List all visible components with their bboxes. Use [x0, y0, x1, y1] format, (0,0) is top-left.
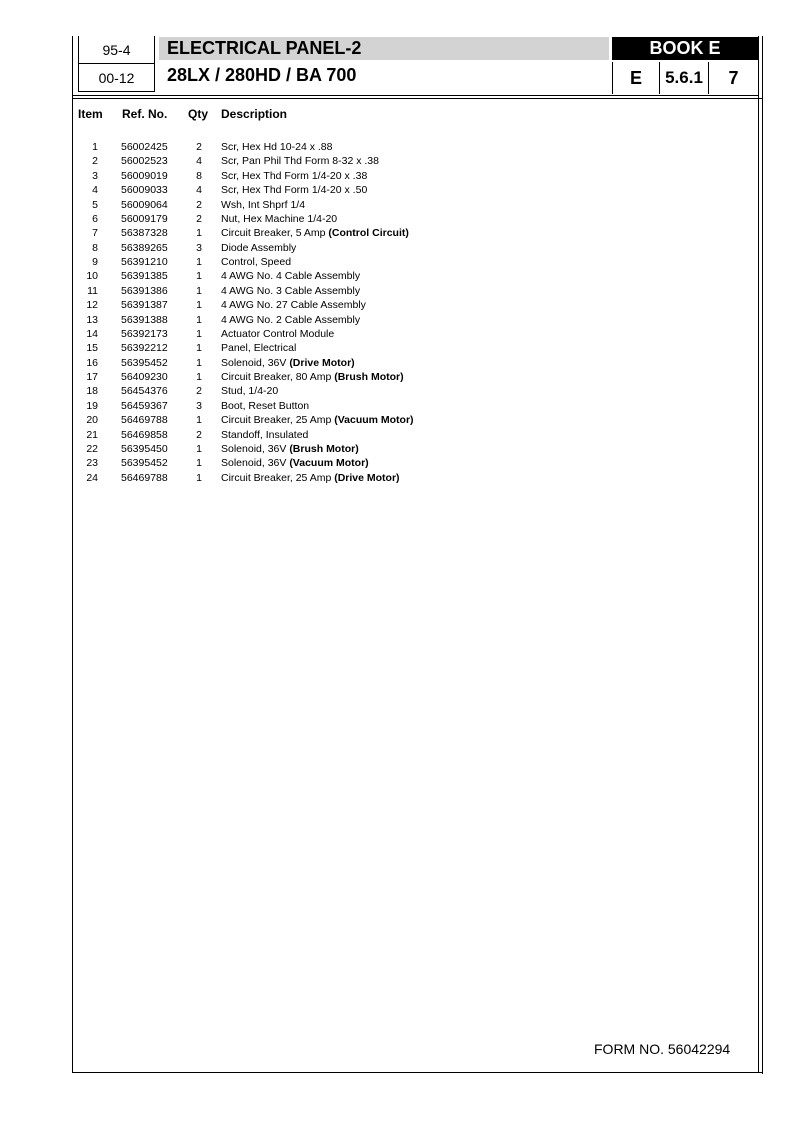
part-item-number: 19 [86, 399, 98, 412]
part-quantity: 3 [196, 399, 202, 412]
part-ref-number: 56009179 [121, 212, 168, 225]
part-quantity: 4 [196, 155, 202, 168]
part-item-number: 9 [92, 256, 98, 268]
part-description-text: Circuit Breaker, 80 Amp [221, 371, 335, 383]
section-number: 5.6.1 [660, 62, 709, 94]
part-item-number: 14 [86, 327, 98, 340]
part-quantity: 1 [196, 227, 202, 240]
part-item-number: 7 [92, 227, 98, 240]
part-item-number: 24 [86, 471, 98, 484]
part-ref-number: 56391386 [121, 284, 168, 297]
part-ref-number: 56002523 [121, 155, 168, 168]
part-description-text: Panel, Electrical [221, 342, 297, 355]
part-description [221, 399, 309, 413]
part-description [221, 327, 334, 341]
part-ref-number: 56389265 [121, 241, 168, 254]
part-quantity: 1 [196, 414, 202, 427]
part-ref-number: 56395452 [121, 457, 168, 470]
parts-table [0, 140, 793, 485]
part-description [221, 269, 360, 283]
part-quantity: 1 [196, 256, 202, 268]
part-description-text: Circuit Breaker, 25 Amp [221, 471, 335, 484]
part-item-number: 6 [92, 212, 98, 225]
part-quantity: 1 [196, 342, 202, 355]
part-item-number: 11 [87, 284, 98, 297]
table-row [0, 183, 793, 197]
part-description [221, 241, 296, 255]
part-description-text: Solenoid, 36V [221, 356, 290, 369]
part-quantity: 2 [196, 428, 202, 441]
part-description [221, 198, 305, 212]
part-quantity: 1 [196, 371, 202, 383]
part-application-note: (Vacuum Motor) [334, 414, 414, 427]
part-ref-number: 56009019 [121, 169, 168, 182]
part-ref-number: 56469858 [121, 428, 168, 441]
part-description [221, 456, 369, 470]
part-description-text: Wsh, Int Shprf 1/4 [221, 198, 306, 211]
part-description-text: 4 AWG No. 3 Cable Assembly [221, 284, 361, 297]
table-row [0, 169, 793, 183]
table-row [0, 269, 793, 283]
part-ref-number: 56387328 [121, 227, 168, 240]
form-number: FORM NO. 56042294 [594, 1041, 731, 1057]
part-item-number: 20 [86, 414, 98, 427]
part-description [221, 284, 360, 298]
part-quantity: 1 [196, 457, 202, 470]
part-description-text: Stud, 1/4-20 [221, 385, 279, 398]
part-quantity: 1 [196, 356, 202, 369]
part-application-note: (Drive Motor) [289, 356, 355, 369]
part-quantity: 1 [196, 471, 202, 484]
table-row [0, 226, 793, 240]
part-item-number: 23 [86, 457, 98, 470]
part-description-text: Scr, Hex Thd Form 1/4-20 x .38 [221, 169, 368, 182]
part-quantity: 1 [196, 313, 202, 326]
table-row [0, 413, 793, 427]
part-item-number: 12 [86, 299, 98, 312]
table-row [0, 212, 793, 226]
part-description [221, 140, 332, 154]
part-ref-number: 56009064 [121, 198, 168, 211]
part-item-number: 17 [86, 371, 98, 383]
col-ref-header: Ref. No. [122, 107, 168, 121]
part-item-number: 3 [92, 169, 98, 182]
part-description-text: Solenoid, 36V [221, 442, 290, 455]
table-row [0, 341, 793, 355]
part-item-number: 21 [86, 428, 98, 441]
table-row [0, 384, 793, 398]
table-row [0, 255, 793, 269]
part-description-text: Scr, Hex Thd Form 1/4-20 x .50 [221, 184, 368, 197]
part-description-text: Scr, Pan Phil Thd Form 8-32 x .38 [221, 155, 379, 168]
part-quantity: 1 [196, 442, 202, 455]
table-row [0, 154, 793, 168]
part-quantity: 4 [196, 184, 202, 197]
part-application-note: (Control Circuit) [328, 227, 409, 240]
part-description-text: Actuator Control Module [221, 327, 335, 340]
part-ref-number: 56391385 [121, 270, 168, 283]
part-ref-number: 56469788 [121, 471, 168, 484]
part-description [221, 428, 308, 442]
part-application-note: (Brush Motor) [334, 371, 404, 383]
part-ref-number: 56002425 [121, 141, 168, 153]
table-row [0, 356, 793, 370]
part-description [221, 255, 291, 269]
table-row [0, 471, 793, 485]
part-description [221, 313, 360, 327]
part-item-number: 15 [86, 342, 98, 355]
part-description [221, 413, 414, 427]
table-row [0, 442, 793, 456]
part-description-text: Boot, Reset Button [221, 399, 310, 412]
part-ref-number: 56391387 [121, 299, 168, 312]
part-quantity: 2 [196, 141, 202, 153]
part-description-text: Nut, Hex Machine 1/4-20 [221, 212, 338, 225]
part-description [221, 442, 359, 456]
part-description [221, 298, 366, 312]
part-description [221, 169, 367, 183]
part-description-text: 4 AWG No. 27 Cable Assembly [221, 299, 366, 312]
book-label: BOOK E [612, 37, 758, 60]
part-description-text: Circuit Breaker, 5 Amp [221, 227, 329, 240]
part-ref-number: 56395450 [121, 442, 168, 455]
table-row [0, 140, 793, 154]
model-subtitle: 28LX / 280HD / BA 700 [167, 64, 357, 85]
revision-bottom: 00-12 [78, 63, 155, 92]
part-quantity: 1 [196, 299, 202, 312]
part-ref-number: 56469788 [121, 414, 168, 427]
table-row [0, 313, 793, 327]
part-description [221, 226, 409, 240]
table-row [0, 284, 793, 298]
page-number: 7 [728, 67, 739, 88]
part-item-number: 2 [92, 155, 98, 168]
part-ref-number: 56391388 [121, 313, 168, 326]
part-description-text: Control, Speed [221, 256, 292, 268]
part-item-number: 4 [92, 184, 98, 197]
part-description-text: Diode Assembly [221, 241, 297, 254]
revision-top: 95-4 [78, 36, 155, 63]
part-description-text: 4 AWG No. 4 Cable Assembly [221, 270, 361, 283]
part-quantity: 2 [196, 385, 202, 398]
part-ref-number: 56392173 [121, 327, 168, 340]
part-quantity: 3 [196, 241, 202, 254]
part-description-text: Standoff, Insulated [221, 428, 309, 441]
header-divider-shadow [72, 98, 762, 99]
part-quantity: 1 [196, 284, 202, 297]
part-ref-number: 56391210 [121, 256, 168, 268]
table-row [0, 370, 793, 384]
part-description [221, 154, 379, 168]
part-quantity: 2 [196, 198, 202, 211]
table-row [0, 327, 793, 341]
part-description [221, 212, 337, 226]
part-application-note: (Brush Motor) [289, 442, 359, 455]
part-description [221, 471, 400, 485]
part-quantity: 1 [196, 270, 202, 283]
parts-table-header [0, 107, 793, 123]
part-item-number: 10 [86, 270, 98, 283]
part-description [221, 341, 296, 355]
table-row [0, 456, 793, 470]
table-row [0, 198, 793, 212]
part-ref-number: 56392212 [121, 342, 168, 355]
part-ref-number: 56395452 [121, 356, 168, 369]
col-qty-header: Qty [188, 107, 209, 121]
col-desc-header: Description [221, 107, 288, 121]
col-item-header: Item [78, 107, 103, 121]
part-description [221, 356, 355, 370]
part-ref-number: 56009033 [121, 184, 168, 197]
header-divider [72, 95, 758, 96]
part-description-text: Circuit Breaker, 25 Amp [221, 414, 335, 427]
part-application-note: (Vacuum Motor) [289, 457, 369, 470]
section-letter: E [612, 62, 660, 94]
part-description [221, 370, 404, 384]
part-description-text: Scr, Hex Hd 10-24 x .88 [221, 141, 333, 153]
table-row [0, 428, 793, 442]
part-quantity: 1 [196, 327, 202, 340]
part-item-number: 5 [92, 198, 98, 211]
part-item-number: 13 [86, 313, 98, 326]
part-item-number: 16 [86, 356, 98, 369]
part-quantity: 2 [196, 212, 202, 225]
table-row [0, 298, 793, 312]
part-description-text: 4 AWG No. 2 Cable Assembly [221, 313, 361, 326]
part-application-note: (Drive Motor) [334, 471, 400, 484]
part-description [221, 384, 278, 398]
page-frame-bottom [72, 1072, 762, 1073]
part-ref-number: 56409230 [121, 371, 168, 383]
part-item-number: 18 [86, 385, 98, 398]
part-quantity: 8 [196, 169, 202, 182]
page-title: ELECTRICAL PANEL-2 [159, 37, 609, 60]
part-ref-number: 56459367 [121, 399, 168, 412]
part-item-number: 22 [86, 442, 98, 455]
part-item-number: 8 [92, 241, 98, 254]
part-description [221, 183, 367, 197]
table-row [0, 241, 793, 255]
part-description-text: Solenoid, 36V [221, 457, 290, 470]
part-ref-number: 56454376 [121, 385, 168, 398]
part-item-number: 1 [92, 141, 98, 153]
table-row [0, 399, 793, 413]
